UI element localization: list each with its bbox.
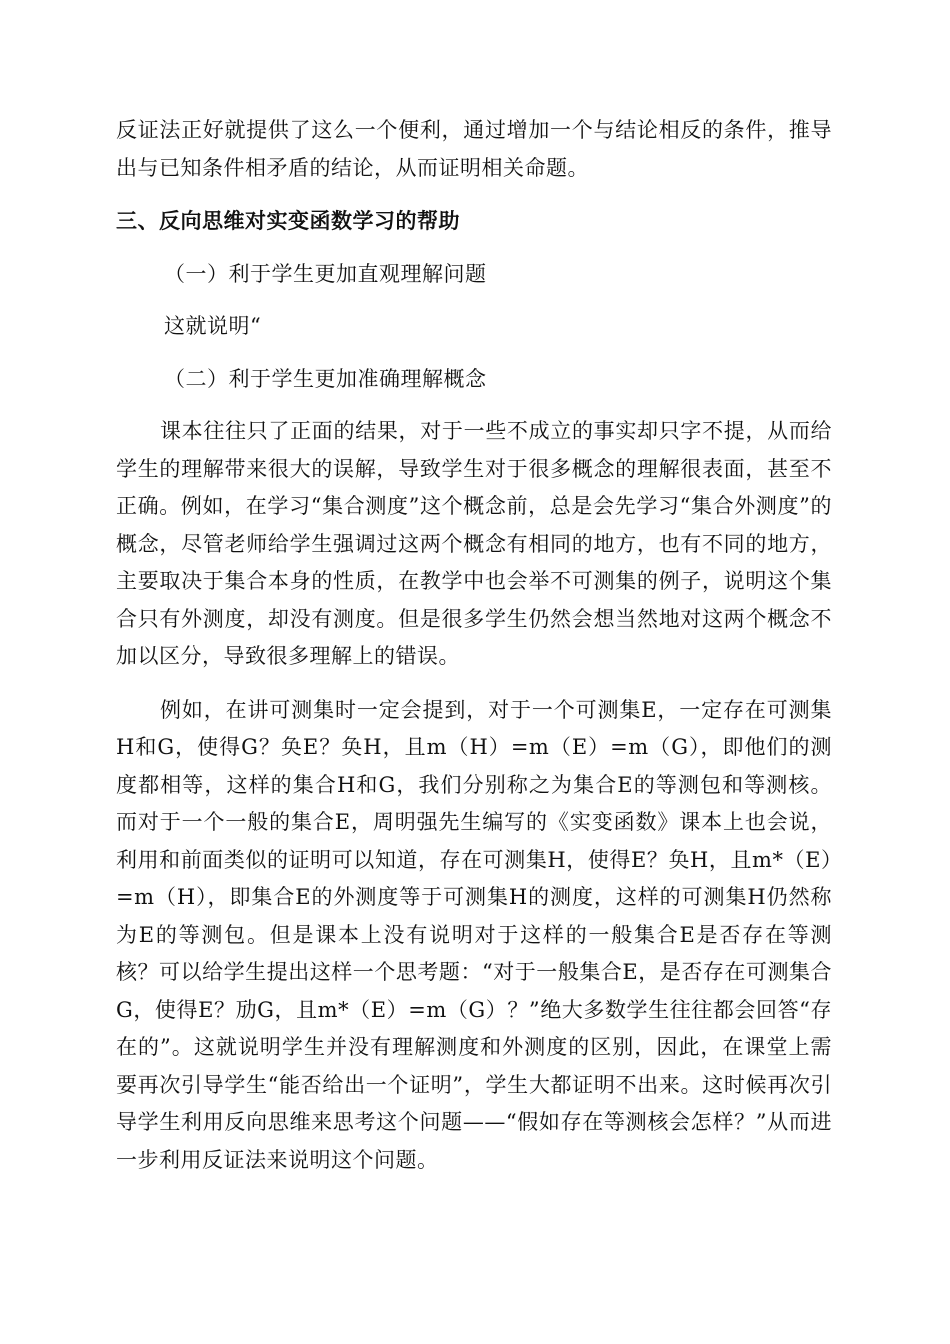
paragraph-measurable-set-example: 例如，在讲可测集时一定会提到，对于一个可测集E，一定存在可测集H和G，使得G？奂E？奂H，且m（H）=m（E）=m（G），即他们的测度都相等，这样的集合H和G，我们分别称之为集合E的等测包和等测核。而对于一个一般的集合E，周明强先生编写的《实变函数》课本上也会说，利用和前面类似的证明可以知道，存在可测集H，使得E？奂H，且m*（E）=m（H），即集合E的外测度等于可测集H的测度，这样的可测集H仍然称为E的等测包。但是课本上没有说明对于这样的一般集合E是否存在等测核？可以给学生提出这样一个思考题：“对于一般集合E，是否存在可测集合G，使得E？劢G，且m*（E）=m（G）？”绝大多数学生往往都会回答“存在的”。这就说明学生并没有理解测度和外测度的区别，因此，在课堂上需要再次引导学生“能否给出一个证明”，学生大都证明不出来。这时候再次引导学生利用反向思维来思考这个问题——“假如存在等测核会怎样？”从而进一步利用反证法来说明这个问题。 (116, 697, 832, 1172)
paragraph-proof-by-contradiction: 反证法正好就提供了这么一个便利，通过增加一个与结论相反的条件，推导出与已知条件相矛盾的结论，从而证明相关命题。 (116, 118, 832, 180)
subsection-heading-2: （二）利于学生更加准确理解概念 (164, 366, 487, 391)
paragraph-concept-understanding: 课本往往只了正面的结果，对于一些不成立的事实却只字不提，从而给学生的理解带来很大的误解，导致学生对于很多概念的理解很表面，甚至不正确。例如，在学习“集合测度”这个概念前，总是会先学习“集合外测度”的概念，尽管老师给学生强调过这两个概念有相同的地方，也有不同的地方，主要取决于集合本身的性质，在教学中也会举不可测集的例子，说明这个集合只有外测度，却没有测度。但是很多学生仍然会想当然地对这两个概念不加以区分，导致很多理解上的错误。 (116, 419, 832, 668)
paragraph-fragment: 这就说明“ (164, 314, 262, 338)
subsection-heading-1: （一）利于学生更加直观理解问题 (164, 261, 487, 286)
section-heading-3: 三、反向思维对实变函数学习的帮助 (116, 209, 460, 233)
